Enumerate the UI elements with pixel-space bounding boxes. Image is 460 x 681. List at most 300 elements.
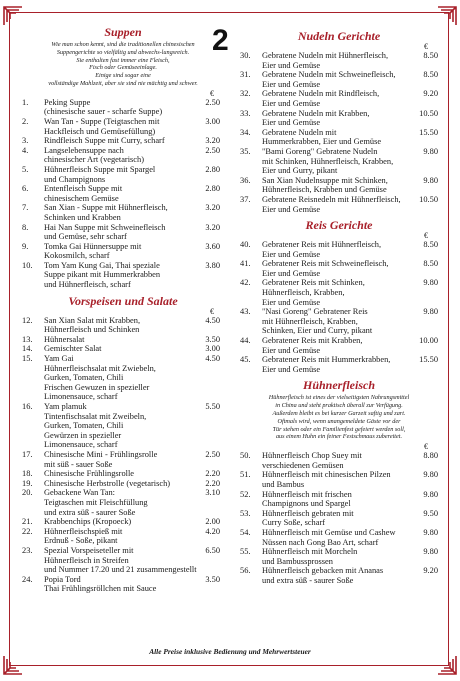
item-price: 8.50 (423, 240, 438, 250)
menu-item (240, 89, 438, 108)
item-line: Gebratene Nudeln mit Hühnerfleisch, (262, 51, 389, 60)
item-line: Erdnuß - Soße, pikant (44, 536, 118, 546)
item-line: und extra süß - saurer Soße (262, 575, 354, 585)
menu-item (240, 70, 438, 89)
item-number: 17. (22, 449, 33, 459)
section-intro (240, 394, 438, 441)
item-line: Hummerkrabben, Eier und Gemüse (262, 137, 382, 147)
item-number: 36. (240, 175, 251, 185)
item-description (262, 451, 438, 470)
item-line: verschiedenen Gemüsen (262, 460, 344, 470)
corner-ornament-icon (2, 5, 24, 27)
item-price: 8.50 (423, 51, 438, 60)
item-line: und Hühnerfleisch, scharf (44, 280, 131, 290)
item-description (262, 128, 438, 147)
price-note: Alle Preise inklusive Bedienung und Mehrwertsteuer (149, 647, 311, 656)
item-price: 2.50 (205, 449, 220, 459)
item-number: 7. (22, 203, 29, 213)
item-number: 30. (240, 51, 251, 60)
item-price: 15.50 (419, 127, 438, 137)
item-line: Eier und Gemüse (262, 297, 321, 307)
item-line: Hühnerfleisch gebraten mit (262, 508, 354, 518)
item-price: 3.20 (205, 222, 220, 232)
intro-line: vollständige Mahlzeit, aber sie sind nie mächtig und schwer. (48, 79, 198, 87)
item-number: 35. (240, 146, 251, 156)
menu-item (240, 490, 438, 509)
item-price: 2.80 (205, 164, 220, 174)
item-line: Eier und Gemüse (262, 60, 321, 70)
item-line: Eier und Gemüse (262, 345, 321, 355)
item-line: Hühnerfleisch, Krabben und Gemüse (262, 185, 387, 195)
item-description (44, 354, 224, 402)
intro-line: Einige sind sogar eine (95, 72, 151, 80)
item-price: 9.80 (423, 146, 438, 156)
item-number: 37. (240, 194, 251, 204)
item-number: 9. (22, 241, 29, 251)
item-price: 3.20 (205, 136, 220, 146)
item-line: Eier und Gemüse (262, 79, 321, 89)
section-title: Nudeln Gerichte (297, 29, 381, 43)
item-number: 32. (240, 89, 251, 99)
item-description (262, 509, 438, 528)
item-line: Hühnerfleischsalat mit Zwiebeln, (44, 363, 156, 373)
item-line: Langselebensuppe nach (44, 145, 124, 155)
item-line: und Gemüse, sehr scharf (44, 232, 127, 242)
intro-line: Sie enthalten fast immer eine Fleisch, (76, 56, 170, 64)
item-price: 3.50 (205, 334, 220, 344)
menu-item (22, 488, 224, 517)
item-number: 8. (22, 222, 29, 232)
intro-line: Außerdem bleibt es bei kurzer Garzeit saftig und zart. (272, 410, 406, 417)
item-number: 2. (22, 116, 29, 126)
right-column (240, 25, 438, 586)
item-line: San Xian Salat mit Krabben, (44, 315, 141, 325)
item-line: Hühnerfleisch gebacken mit Ananas (262, 566, 384, 576)
intro-line: Oftmals wird, wenn unangemeldete Gäste vor der (277, 417, 401, 425)
item-line: chinesischem Gemüse (44, 193, 119, 203)
item-line: mit Hühnerfleisch, Krabben, (262, 316, 358, 326)
item-price: 9.20 (423, 566, 438, 576)
menu-item (240, 128, 438, 147)
item-description (44, 402, 224, 450)
item-description (44, 98, 224, 117)
menu-item (22, 203, 224, 222)
menu-item (22, 517, 224, 527)
menu-item (22, 527, 224, 546)
item-price: 8.50 (423, 259, 438, 269)
item-price: 3.20 (205, 203, 220, 213)
section-title: Vorspeisen und Salate (68, 293, 178, 308)
item-line: Gebratene Nudeln mit Rindfleisch, (262, 89, 380, 99)
item-number: 10. (22, 260, 33, 270)
menu-item (240, 547, 438, 566)
menu-item (22, 165, 224, 184)
item-description (262, 470, 438, 489)
item-line: Eier und Gemüse (262, 98, 321, 108)
left-column (22, 25, 224, 594)
item-number: 4. (22, 145, 29, 155)
intro-line: aus einem Huhn ein feiner Festschmaus zubereitet. (275, 433, 403, 441)
reis-section (240, 218, 438, 374)
currency-label: € (210, 306, 214, 316)
item-line: Chinesische Frühlingsrolle (44, 469, 135, 479)
item-description (44, 344, 224, 354)
item-description (44, 546, 224, 575)
item-line: Hühnerfleisch mit Morcheln (262, 547, 358, 557)
item-line: Hühnersalat (44, 334, 85, 344)
menu-item (240, 259, 438, 278)
item-description (44, 527, 224, 546)
item-price: 4.50 (205, 315, 220, 325)
menu-list (240, 240, 438, 374)
menu-item (22, 469, 224, 479)
item-line: Eier und Gemüse (262, 249, 321, 259)
intro-line: in China und steht praktisch überall zur Verfügung. (275, 402, 403, 410)
item-description (44, 242, 224, 261)
item-line: Eier und Gemüse (262, 364, 321, 374)
item-number: 22. (22, 526, 33, 536)
item-number: 44. (240, 336, 251, 346)
item-line: Eier und Gemüse (262, 204, 321, 214)
item-line: Gebratener Reis mit Schweinefleisch, (262, 259, 389, 269)
item-line: Gebratene Nudeln mit (262, 127, 337, 137)
item-number: 53. (240, 508, 251, 518)
item-number: 56. (240, 566, 251, 576)
item-description (44, 146, 224, 165)
item-line: Gebratene Nudeln mit Krabben, (262, 108, 370, 118)
item-number: 15. (22, 354, 33, 364)
item-line: und Bambus (262, 479, 305, 489)
item-line: und extra süß - saurer Soße (44, 507, 136, 517)
section-title: Hühnerfleisch (302, 378, 375, 393)
item-line: Gewürzen in spezieller (44, 430, 122, 440)
currency-label: € (210, 88, 214, 98)
item-line: Tomka Gai Hünnersuppe mit (44, 241, 142, 251)
item-line: Gebratener Reis mit Krabben, (262, 336, 363, 346)
menu-item (22, 136, 224, 146)
item-description (44, 184, 224, 203)
menu-item (240, 195, 438, 214)
item-line: Yam plamuk (44, 402, 87, 411)
item-line: Hühnerfleisch und Schinken (44, 325, 140, 335)
item-price: 4.50 (205, 354, 220, 364)
item-description (44, 488, 224, 517)
item-price: 9.80 (423, 547, 438, 557)
item-line: Gebratener Reis mit Schinken, (262, 278, 365, 288)
corner-ornament-icon (2, 654, 24, 676)
item-description (44, 165, 224, 184)
item-description (44, 223, 224, 242)
item-description (44, 450, 224, 469)
item-description (262, 355, 438, 374)
item-description (262, 89, 438, 108)
item-line: Thai Frühlingsröllchen mit Sauce (44, 584, 157, 594)
menu-item (240, 509, 438, 528)
item-line: Schinken und Krabben (44, 212, 121, 222)
item-number: 14. (22, 344, 33, 354)
item-description (44, 261, 224, 290)
intro-line: Wie man schon kennt, sind die traditionellen chinesischen (51, 41, 195, 48)
item-price: 2.50 (205, 97, 220, 107)
item-number: 52. (240, 489, 251, 499)
item-line: Gebratene Reisnedeln mit Hühnerfleisch, (262, 194, 401, 204)
item-line: Gurken, Tomaten, Chili (44, 373, 124, 383)
item-price: 9.80 (423, 278, 438, 288)
menu-item (22, 546, 224, 575)
item-description (262, 566, 438, 585)
intro-line: Fisch oder Gemüseeinlage. (89, 64, 157, 72)
item-price: 9.50 (423, 508, 438, 518)
menu-item (22, 117, 224, 136)
item-description (44, 117, 224, 136)
item-price: 10.50 (419, 108, 438, 118)
menu-item (240, 51, 438, 70)
section-title: Suppen (104, 25, 142, 39)
section-intro (22, 41, 224, 88)
item-description (262, 547, 438, 566)
item-line: Gebratene Nudeln mit Schweinefleisch, (262, 70, 396, 80)
menu-list (22, 98, 224, 290)
item-line: mit süß - sauer Soße (44, 459, 113, 469)
item-line: Frischen Gewuzen in spezieller (44, 382, 150, 392)
menu-item (240, 147, 438, 176)
item-line: Hühnerfleisch in Streifen (44, 555, 129, 565)
item-price: 2.80 (205, 184, 220, 194)
menu-item (240, 336, 438, 355)
item-line: Eier und Gemüse (262, 118, 321, 128)
item-line: Tom Yam Kung Gai, Thai speziale (44, 260, 160, 270)
item-price: 2.20 (205, 478, 220, 488)
item-number: 42. (240, 278, 251, 288)
item-number: 45. (240, 355, 251, 365)
item-price: 2.00 (205, 517, 220, 527)
item-description (44, 203, 224, 222)
item-description (44, 136, 224, 146)
item-line: Gebratener Reis mit Hühnerfleisch, (262, 240, 382, 250)
item-description (262, 336, 438, 355)
item-line: Schinken, Eier und Curry, pikant (262, 326, 373, 336)
menu-item (240, 566, 438, 585)
item-line: Chinesische Mini - Frühlingsrolle (44, 449, 158, 459)
menu-item (240, 307, 438, 336)
menu-item (22, 98, 224, 117)
vorspeisen-section (22, 294, 224, 594)
item-line: Hühnerfleisch mit chinesischen Pilzen (262, 470, 391, 480)
item-number: 31. (240, 70, 251, 80)
item-line: Hühnerfleisch mit frischen (262, 489, 352, 499)
item-line: Hühnerfleisch mit Gemüse und Cashew (262, 527, 396, 537)
item-line: Krabbenchips (Kropoeck) (44, 517, 132, 527)
intro-line: Suppengerichte so vielfältig und abwechs-lungsreich. (56, 48, 190, 56)
item-line: Nüssen nach Gong Bao Art, scharf (262, 537, 379, 547)
item-price: 3.80 (205, 260, 220, 270)
menu-item (240, 451, 438, 470)
item-line: Chinesische Herbstrolle (vegetarisch) (44, 478, 171, 488)
item-number: 40. (240, 240, 251, 250)
item-line: Eier und Gurry, pikant (262, 166, 338, 176)
item-price: 4.20 (205, 526, 220, 536)
item-price: 3.00 (205, 116, 220, 126)
item-line: chinesischer Art (vegetarisch) (44, 155, 144, 165)
item-description (262, 259, 438, 278)
menu-item (22, 479, 224, 489)
nudeln-section (240, 29, 438, 214)
item-description (44, 575, 224, 594)
item-number: 6. (22, 184, 29, 194)
item-line: Hühnerfleisch Suppe mit Spargel (44, 164, 156, 174)
item-price: 5.50 (205, 402, 220, 411)
item-number: 24. (22, 574, 33, 584)
item-line: Limonensauce, scharf (44, 392, 118, 402)
item-price: 6.50 (205, 545, 220, 555)
menu-item (22, 402, 224, 450)
menu-item (22, 261, 224, 290)
item-line: Curry Soße, scharf (262, 518, 326, 528)
item-price: 2.20 (205, 469, 220, 479)
intro-line: Tür stehen oder ein Familienfest gefeiert werden soll, (272, 425, 406, 433)
item-line: Tintenfischsalat mit Zweibeln, (44, 411, 147, 421)
item-line: und Nummer 17.20 und 21 zusammengestellt (44, 565, 197, 575)
menu-list (240, 451, 438, 585)
item-line: Spezial Vorspeiseteller mit (44, 545, 134, 555)
menu-item (22, 316, 224, 335)
menu-item (22, 242, 224, 261)
item-line: Hackfleisch und Gemüsefüllung) (44, 126, 156, 136)
item-price: 9.80 (423, 175, 438, 185)
item-line: Hühnerfleisch Chop Suey mit (262, 451, 362, 461)
item-number: 1. (22, 97, 29, 107)
item-description (262, 307, 438, 336)
item-line: und Champignons (44, 174, 106, 184)
item-number: 18. (22, 469, 33, 479)
currency-label: € (424, 442, 428, 452)
menu-list (240, 51, 438, 214)
corner-ornament-icon (436, 5, 458, 27)
item-number: 55. (240, 547, 251, 557)
huhn-section (240, 378, 438, 585)
item-number: 12. (22, 315, 33, 325)
corner-ornament-icon (436, 654, 458, 676)
item-line: Peking Suppe (44, 97, 91, 107)
item-price: 9.80 (423, 527, 438, 537)
menu-item (240, 176, 438, 195)
menu-item (240, 470, 438, 489)
item-number: 51. (240, 470, 251, 480)
menu-list (22, 316, 224, 594)
item-line: Gemischter Salat (44, 344, 102, 354)
section-title: Reis Gerichte (305, 218, 373, 233)
item-number: 23. (22, 545, 33, 555)
item-price: 10.00 (419, 336, 438, 346)
item-description (262, 490, 438, 509)
menu-item (22, 575, 224, 594)
item-description (262, 109, 438, 128)
item-price: 9.80 (423, 307, 438, 317)
menu-item (22, 223, 224, 242)
menu-item (240, 278, 438, 307)
item-line: Gurken, Tomaten, Chili (44, 421, 124, 431)
item-description (262, 70, 438, 89)
menu-item (22, 335, 224, 345)
item-description (44, 469, 224, 479)
item-line: Rindfleisch Suppe mit Curry, scharf (44, 136, 165, 146)
item-price: 2.50 (205, 145, 220, 155)
item-line: Entenfleisch Suppe mit (44, 184, 123, 194)
item-line: und Bambussprossen (262, 556, 333, 566)
item-line: Hühnerfleisch, Krabben, (262, 288, 345, 298)
item-line: Teigtaschen mit Fleischfüllung (44, 497, 148, 507)
item-number: 34. (240, 127, 251, 137)
item-description (262, 147, 438, 176)
item-price: 15.50 (419, 355, 438, 365)
item-description (44, 316, 224, 335)
menu-item (240, 528, 438, 547)
menu-item (22, 344, 224, 354)
item-price: 3.10 (205, 488, 220, 498)
item-number: 33. (240, 108, 251, 118)
item-description (262, 51, 438, 70)
menu-item (240, 109, 438, 128)
item-line: Gebratener Reis mit Hummerkrabben, (262, 355, 391, 365)
item-description (44, 479, 224, 489)
item-number: 5. (22, 164, 29, 174)
item-line: Kokosmilch, scharf (44, 251, 110, 261)
item-line: "Bami Goreng" Gebratene Nudeln (262, 146, 378, 156)
item-line: Popia Tord (44, 574, 81, 584)
item-line: Yam Gai (44, 354, 74, 364)
item-line: Wan Tan - Suppe (Teigtaschen mit (44, 116, 160, 126)
item-price: 3.00 (205, 344, 220, 354)
item-line: Eier und Gemüse (262, 268, 321, 278)
item-line: "Nasi Goreng" Gebratener Reis (262, 307, 368, 317)
item-description (262, 528, 438, 547)
item-price: 8.80 (423, 451, 438, 461)
item-number: 43. (240, 307, 251, 317)
item-description (262, 240, 438, 259)
item-price: 9.80 (423, 489, 438, 499)
item-price: 3.60 (205, 241, 220, 251)
item-description (44, 517, 224, 527)
item-number: 50. (240, 451, 251, 461)
currency-label: € (424, 42, 428, 51)
item-number: 13. (22, 334, 33, 344)
item-line: Hai Nan Suppe mit Schweinefleisch (44, 222, 166, 232)
menu-item (22, 184, 224, 203)
item-number: 20. (22, 488, 33, 498)
item-line: Gebackene Wan Tan: (44, 488, 115, 498)
menu-item (22, 146, 224, 165)
item-line: Limonensauce, scharf (44, 440, 118, 450)
item-line: mit Schinken, Hühnerfleisch, Krabben, (262, 156, 394, 166)
item-number: 3. (22, 136, 29, 146)
item-description (262, 278, 438, 307)
item-price: 9.80 (423, 470, 438, 480)
item-number: 41. (240, 259, 251, 269)
page-number: 2 (212, 24, 229, 57)
item-line: Suppe pikant mit Hummerkrabben (44, 270, 161, 280)
item-price: 8.50 (423, 70, 438, 80)
item-line: Champignons und Spargel (262, 499, 351, 509)
item-description (262, 176, 438, 195)
currency-label: € (424, 231, 428, 241)
item-number: 19. (22, 478, 33, 488)
menu-item (22, 354, 224, 402)
item-price: 10.50 (419, 194, 438, 204)
item-line: San Xian - Suppe mit Hühnerfleisch, (44, 203, 168, 213)
item-price: 9.20 (423, 89, 438, 99)
menu-item (22, 450, 224, 469)
suppen-section (22, 25, 224, 290)
